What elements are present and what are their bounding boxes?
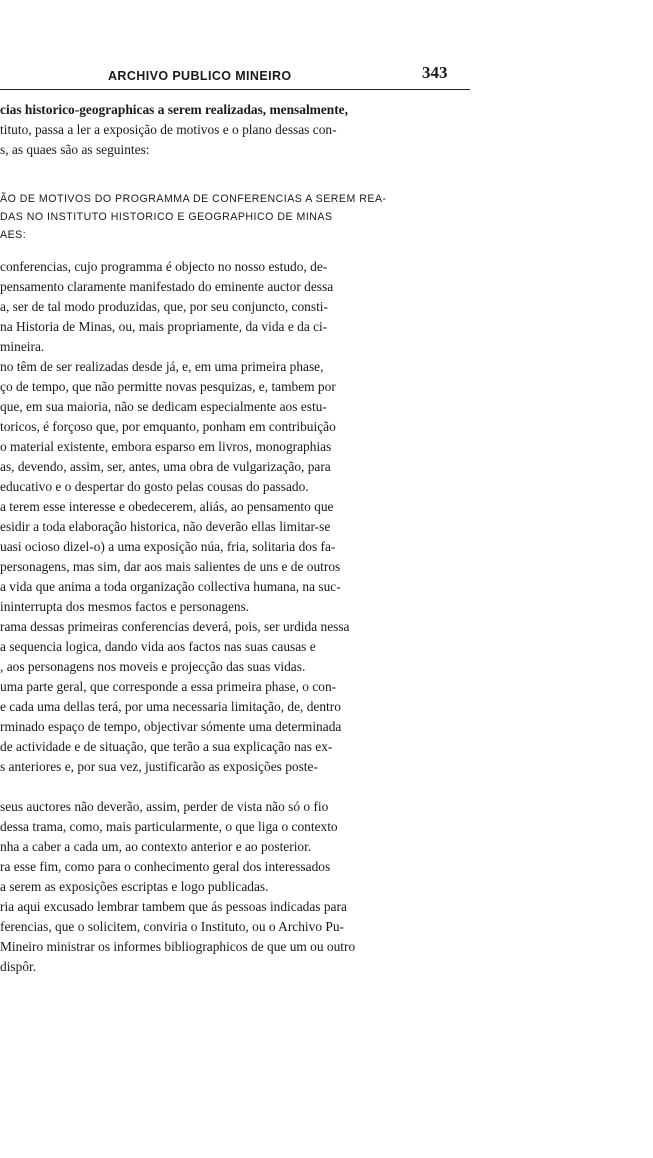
text-line: a vida que anima a toda organização collectiva humana, na suc- [0, 579, 341, 594]
text-line: a sequencia logica, dando vida aos factos nas suas causas e [0, 639, 316, 654]
text-line: rminado espaço de tempo, objectivar sómente uma determinada [0, 719, 342, 734]
text-line: uasi ocioso dizel-o) a uma exposição núa, fria, solitaria dos fa- [0, 539, 336, 554]
text-line: nha a caber a cada um, ao contexto anterior e ao posterior. [0, 839, 312, 854]
text-line: educativo e o despertar do gosto pelas cousas do passado. [0, 479, 309, 494]
text-line: tituto, passa a ler a exposição de motivos e o plano dessas con- [0, 122, 337, 137]
text-line: as, devendo, assim, ser, antes, uma obra de vulgarização, para [0, 459, 331, 474]
text-line: dessa trama, como, mais particularmente, o que liga o contexto [0, 819, 338, 834]
text-line: rama dessas primeiras conferencias deverá, pois, ser urdida nessa [0, 619, 350, 634]
heading-line: AES: [0, 229, 27, 241]
text-line: que, em sua maioria, não se dedicam especialmente aos estu- [0, 399, 327, 414]
running-header-title: ARCHIVO PUBLICO MINEIRO [108, 69, 292, 83]
text-line: de actividade e de situação, que terão a sua explicação nas ex- [0, 739, 333, 754]
text-line: ria aqui excusado lembrar tambem que ás pessoas indicadas para [0, 899, 347, 914]
text-line: ininterrupta dos mesmos factos e personagens. [0, 599, 250, 614]
text-line: o material existente, embora esparso em livros, monographias [0, 439, 332, 454]
text-line: ra esse fim, como para o conhecimento geral dos interessados [0, 859, 331, 874]
page-number: 343 [422, 63, 448, 82]
text-line: seus auctores não deverão, assim, perder de vista não só o fio [0, 799, 329, 814]
text-line: a serem as exposições escriptas e logo publicadas. [0, 879, 269, 894]
header-rule [0, 89, 470, 90]
text-line: mineira. [0, 339, 45, 354]
text-line: , aos personagens nos moveis e projecção das suas vidas. [0, 659, 306, 674]
text-line: Mineiro ministrar os informes bibliographicos de que um ou outro [0, 939, 356, 954]
text-line: esidir a toda elaboração historica, não deverão ellas limitar-se [0, 519, 331, 534]
text-line: a, ser de tal modo produzidas, que, por seu conjuncto, consti- [0, 299, 328, 314]
text-line: s anteriores e, por sua vez, justificarão as exposições poste- [0, 759, 318, 774]
text-line: e cada uma dellas terá, por uma necessaria limitação, de, dentro [0, 699, 341, 714]
text-line: s, as quaes são as seguintes: [0, 142, 150, 157]
text-line: pensamento claramente manifestado do eminente auctor dessa [0, 279, 334, 294]
heading-line: DAS NO INSTITUTO HISTORICO E GEOGRAPHICO DE MINAS [0, 211, 333, 223]
text-line: ferencias, que o solicitem, conviria o Instituto, ou o Archivo Pu- [0, 919, 344, 934]
text-line: personagens, mas sim, dar aos mais salientes de uns e de outros [0, 559, 341, 574]
text-line: toricos, é forçoso que, por emquanto, ponham em contribuição [0, 419, 336, 434]
text-line: ço de tempo, que não permitte novas pesquizas, e, tambem por [0, 379, 336, 394]
text-line: conferencias, cujo programma é objecto no nosso estudo, de- [0, 259, 328, 274]
text-line: uma parte geral, que corresponde a essa primeira phase, o con- [0, 679, 337, 694]
text-line: cias historico-geographicas a serem realizadas, mensalmente, [0, 102, 348, 117]
text-line: na Historia de Minas, ou, mais propriamente, da vida e da ci- [0, 319, 328, 334]
text-line: no têm de ser realizadas desde já, e, em uma primeira phase, [0, 359, 324, 374]
text-line: a terem esse interesse e obedecerem, aliás, ao pensamento que [0, 499, 334, 514]
heading-line: ÃO DE MOTIVOS DO PROGRAMMA DE CONFERENCIAS A SEREM REA- [0, 193, 387, 205]
text-line: dispôr. [0, 959, 37, 974]
